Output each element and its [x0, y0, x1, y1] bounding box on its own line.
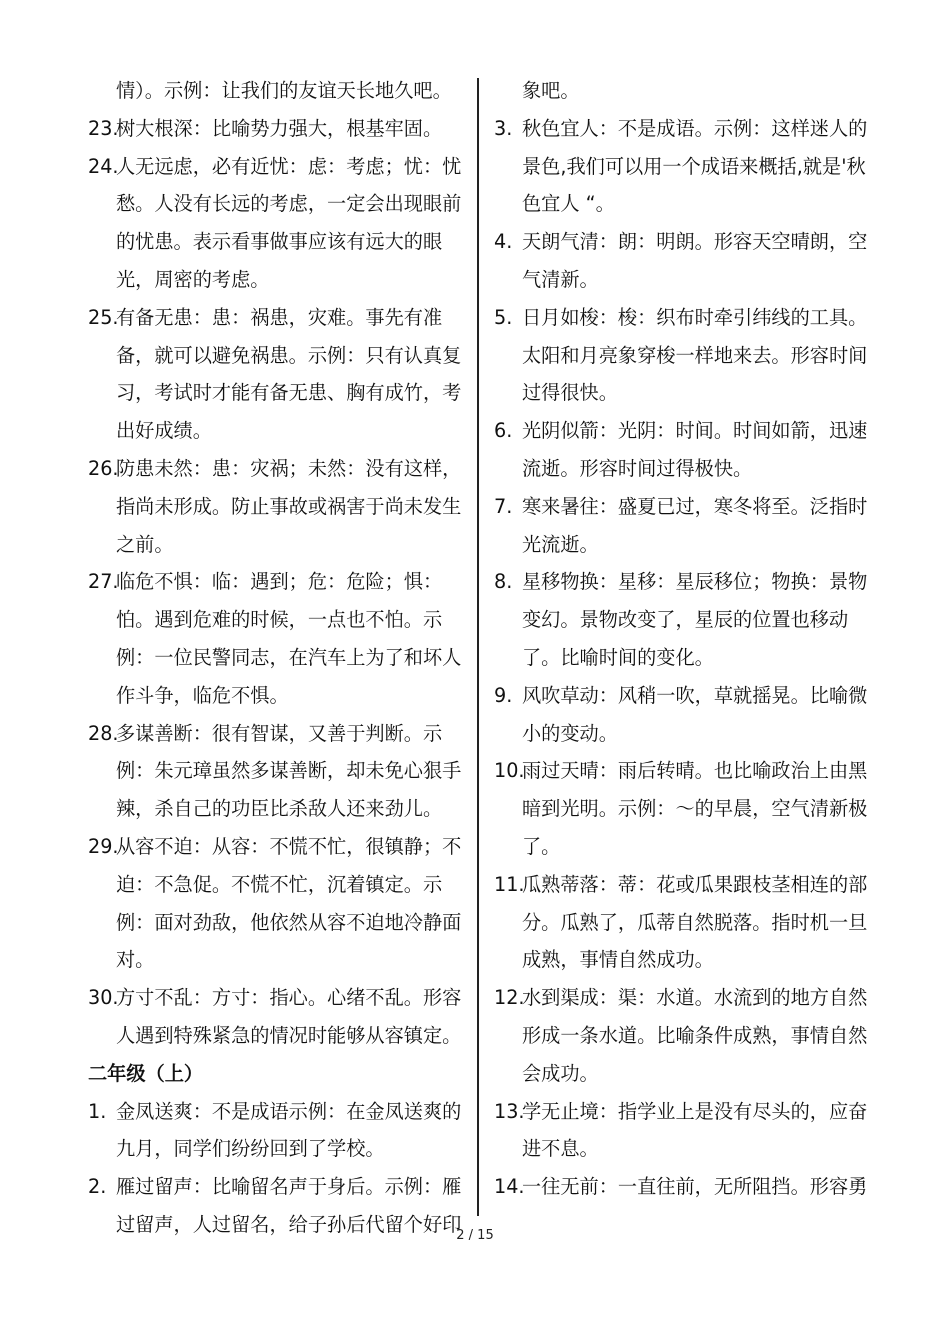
entry-list: [88, 1093, 472, 1244]
idiom-entry: [494, 110, 870, 223]
entry-number: 1.: [88, 1099, 107, 1123]
entry-text: 天朗气清：朗：明朗。形容天空晴朗，空气清新。: [522, 230, 868, 291]
idiom-entry: [494, 752, 870, 865]
entry-text: 星移物换：星移：星辰移位；物换：景物变幻。景物改变了，星辰的位置也移动了。比喻时间的变化。: [522, 570, 868, 669]
column-divider: [477, 78, 479, 1216]
entry-text: 金凤送爽：不是成语示例：在金凤送爽的九月，同学们纷纷回到了学校。: [116, 1099, 462, 1161]
entry-text: 人无远虑，必有近忧：虑：考虑；忧：忧愁。人没有长远的考虑，一定会出现眼前的忧患。表示看事做事应该有远大的眼光，周密的考虑。: [116, 154, 462, 291]
entry-number: 7.: [494, 494, 513, 518]
entry-text: 方寸不乱：方寸：指心。心绪不乱。形容人遇到特殊紧急的情况时能够从容镇定。: [116, 986, 462, 1047]
entry-number: 5.: [494, 305, 513, 329]
idiom-entry: [88, 299, 472, 450]
entry-text: 临危不惧：临：遇到；危：危险；惧：怕。遇到危难的时候，一点也不怕。示例：一位民警同志，在汽车上为了和坏人作斗争，临危不惧。: [116, 570, 462, 707]
entry-number: 26.: [88, 456, 119, 480]
idiom-entry: [494, 866, 870, 979]
entry-text: 有备无患：患：祸患，灾难。事先有准备，就可以避免祸患。示例：只有认真复习，考试时才能有备无患、胸有成竹，考出好成绩。: [116, 305, 462, 443]
entry-text: 多谋善断：很有智谋，又善于判断。示例：朱元璋虽然多谋善断，却未免心狠手辣，杀自己的功臣比杀敌人还来劲儿。: [116, 721, 462, 821]
idiom-entry: [88, 979, 472, 1055]
entry-number: 10.: [494, 759, 525, 783]
idiom-entry: [88, 110, 472, 148]
idiom-entry: [88, 828, 472, 979]
idiom-entry: [88, 563, 472, 714]
entry-list: [494, 110, 870, 1206]
entry-number: 24.: [88, 154, 119, 178]
entry-number: 4.: [494, 230, 513, 254]
idiom-entry: [494, 1093, 870, 1169]
entry-number: 29.: [88, 834, 119, 858]
idiom-entry: [494, 412, 870, 488]
entry-number: 30.: [88, 986, 119, 1010]
entry-text: 防患未然：患：灾祸；未然：没有这样，指尚未形成。防止事故或祸害于尚未发生之前。: [116, 456, 462, 556]
entry-number: 6.: [494, 419, 513, 443]
entry-number: 11.: [494, 872, 525, 896]
entry-text: 寒来暑往：盛夏已过，寒冬将至。泛指时光流逝。: [522, 494, 868, 556]
entry-text: 雁过留声：比喻留名声于身后。示例：雁过留声，人过留名，给子孙后代留个好印: [116, 1175, 462, 1236]
continued-text: 象吧。: [522, 79, 580, 102]
idiom-entry: [494, 979, 870, 1092]
left-column: [88, 72, 472, 1244]
entry-number: 2.: [88, 1175, 107, 1199]
entry-text: 水到渠成：渠：水道。水流到的地方自然形成一条水道。比喻条件成熟，事情自然会成功。: [522, 986, 868, 1085]
idiom-entry: [494, 299, 870, 412]
entry-number: 28.: [88, 721, 119, 745]
entry-number: 23.: [88, 116, 119, 140]
idiom-entry: [494, 488, 870, 564]
entry-number: 9.: [494, 683, 513, 707]
entry-text: 秋色宜人：不是成语。示例：这样迷人的景色,我们可以用一个成语来概括,就是'秋色宜人 “。: [522, 116, 868, 216]
right-column: [494, 72, 870, 1206]
entry-list: [88, 110, 472, 1055]
idiom-entry: [88, 450, 472, 563]
entry-text: 树大根深：比喻势力强大，根基牢固。: [116, 116, 443, 140]
entry-number: 14.: [494, 1175, 525, 1199]
entry-number: 12.: [494, 986, 525, 1010]
idiom-entry: [494, 223, 870, 299]
entry-number: 25.: [88, 305, 119, 329]
section-heading: 二年级（上）: [88, 1061, 204, 1085]
entry-text: 学无止境：指学业上是没有尽头的，应奋进不息。: [522, 1099, 868, 1161]
idiom-entry: [88, 715, 472, 828]
entry-text: 光阴似箭：光阴：时间。时间如箭，迅速流逝。形容时间过得极快。: [522, 419, 868, 480]
entry-text: 一往无前：一直往前，无所阻挡。形容勇: [522, 1175, 868, 1199]
entry-text: 从容不迫：从容：不慌不忙，很镇静；不迫：不急促。不慌不忙，沉着镇定。示例：面对劲敌，他依然从容不迫地冷静面对。: [116, 834, 462, 972]
idiom-entry: [494, 677, 870, 753]
entry-number: 27.: [88, 570, 119, 594]
idiom-entry: [494, 1168, 870, 1206]
entry-number: 8.: [494, 570, 513, 594]
entry-text: 日月如梭：梭：织布时牵引纬线的工具。太阳和月亮象穿梭一样地来去。形容时间过得很快。: [522, 305, 868, 405]
entry-text: 雨过天晴：雨后转晴。也比喻政治上由黑暗到光明。示例：～的早晨，空气清新极了。: [522, 759, 868, 858]
continued-text: 情）。示例：让我们的友谊天长地久吧。: [116, 79, 452, 102]
entry-text: 瓜熟蒂落：蒂：花或瓜果跟枝茎相连的部分。瓜熟了，瓜蒂自然脱落。指时机一旦成熟，事情自然成功。: [522, 872, 868, 972]
entry-number: 3.: [494, 116, 513, 140]
idiom-entry: [494, 563, 870, 676]
entry-number: 13.: [494, 1099, 525, 1123]
idiom-entry: [88, 148, 472, 299]
idiom-entry: [88, 1093, 472, 1169]
entry-text: 风吹草动：风稍一吹，草就摇晃。比喻微小的变动。: [522, 683, 868, 745]
page-number: 2 / 15: [456, 1228, 494, 1243]
